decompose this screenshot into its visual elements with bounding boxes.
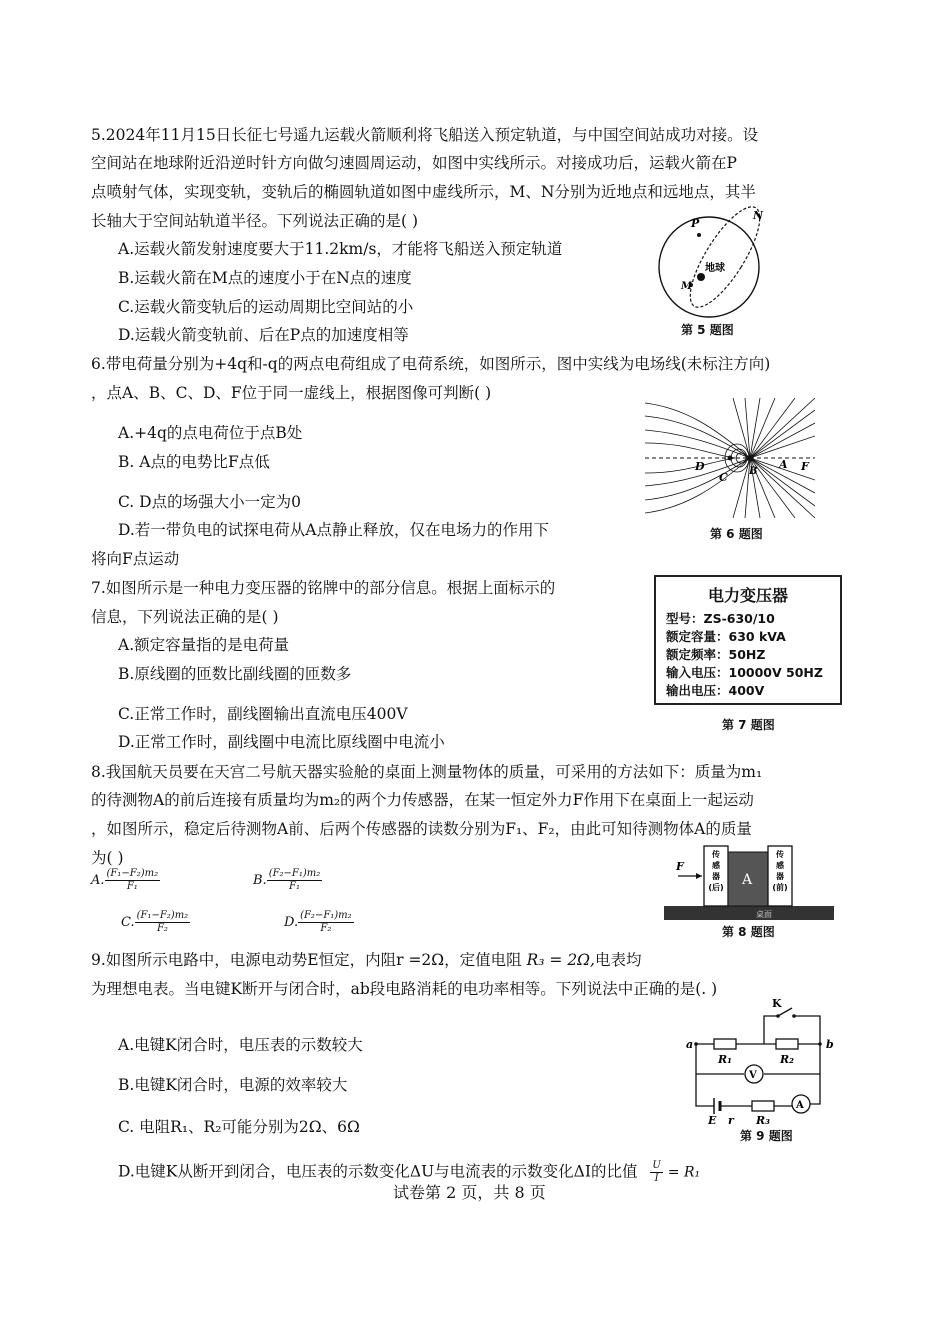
label-ammeter: A xyxy=(796,1100,804,1111)
label-c: C xyxy=(719,471,728,484)
label-b: b xyxy=(826,1038,834,1051)
q9-stem-r3: R₃ = 2Ω, xyxy=(526,951,595,969)
q5-stem-line-4: 长轴大于空间站轨道半径。下列说法正确的是( ) xyxy=(91,212,419,230)
label-r2: R₂ xyxy=(780,1053,794,1066)
front-sensor-char-2: 感 xyxy=(776,861,784,870)
q5-option-b: B.运载火箭在M点的速度小于在N点的速度 xyxy=(118,269,412,287)
q7-stem-line-1: 7.如图所示是一种电力变压器的铭牌中的部分信息。根据上面标示的 xyxy=(91,579,556,597)
q5-option-d: D.运载火箭变轨前、后在P点的加速度相等 xyxy=(118,326,409,344)
q8-option-b-den: F₁ xyxy=(289,881,300,892)
label-v: V xyxy=(749,1070,757,1081)
label-b: B xyxy=(749,466,758,477)
q8-stem-line-2: 的待测物A的前后连接有质量均为m₂的两个力传感器，在某一恒定外力F作用下在桌面上一起运动 xyxy=(91,791,754,809)
q8-option-a xyxy=(91,868,160,893)
q6-option-a: A.+4q的点电荷位于点B处 xyxy=(118,424,303,442)
page-footer: 试卷第 2 页，共 8 页 xyxy=(393,1183,546,1202)
q8-figure-caption: 第 8 题图 xyxy=(722,925,775,939)
q9-figure-caption: 第 9 题图 xyxy=(740,1129,793,1143)
q8-option-d-letter: D. xyxy=(284,915,299,930)
q8-option-b-letter: B. xyxy=(253,873,267,888)
resistor-r2 xyxy=(776,1039,798,1049)
q7-stem-line-2: 信息，下列说法正确的是( ) xyxy=(91,608,279,626)
label-a: a xyxy=(686,1038,694,1051)
label-e: E xyxy=(708,1114,717,1126)
earth-dot xyxy=(697,273,705,281)
rear-sensor-char-3: 器 xyxy=(712,872,720,881)
rear-sensor-char-4: (后) xyxy=(708,883,724,892)
front-sensor-char-3: 器 xyxy=(776,872,784,881)
q9-option-b: B.电键K闭合时，电源的效率较大 xyxy=(118,1076,348,1094)
q6-option-c: C. D点的场强大小一定为0 xyxy=(118,493,301,511)
q9-option-d-text: D.电键K从断开到闭合，电压表的示数变化ΔU与电流表的示数变化ΔI的比值 xyxy=(118,1162,638,1181)
q8-option-d xyxy=(284,910,354,935)
label-r: r xyxy=(728,1114,734,1126)
q9-option-d xyxy=(118,1160,700,1185)
q6-figure-caption: 第 6 题图 xyxy=(710,527,763,541)
q6-option-b: B. A点的电势比F点低 xyxy=(118,453,270,471)
label-table: 桌面 xyxy=(756,910,772,919)
q6-option-d-cont: 将向F点运动 xyxy=(91,550,180,568)
nameplate-row-input: 输入电压：10000V 50HZ xyxy=(666,665,823,680)
q5-option-a: A.运载火箭发射速度要大于11.2km/s，才能将飞船送入预定轨道 xyxy=(118,240,563,258)
nameplate-row-capacity: 额定容量：630 kVA xyxy=(666,629,786,644)
rear-sensor-char-1: 传 xyxy=(712,850,720,859)
label-earth: 地球 xyxy=(705,263,725,274)
table-surface xyxy=(664,906,834,920)
q8-option-a-den: F₁ xyxy=(126,881,138,892)
q7-option-b: B.原线圈的匝数比副线圈的匝数多 xyxy=(118,665,352,683)
q6-field-figure xyxy=(645,398,815,518)
q7-option-d: D.正常工作时，副线圈中电流比原线圈中电流小 xyxy=(118,733,445,751)
q7-option-c: C.正常工作时，副线圈输出直流电压400V xyxy=(118,705,408,723)
q9-stem-part-a: 9.如图所示电路中，电源电动势E恒定，内阻r =2Ω，定值电阻 xyxy=(91,951,522,969)
label-r1: R₁ xyxy=(718,1053,732,1066)
q7-option-a: A.额定容量指的是电荷量 xyxy=(118,636,290,654)
q8-option-c-letter: C. xyxy=(121,915,135,930)
q9-option-d-den: I xyxy=(654,1173,659,1184)
label-force: F xyxy=(676,860,684,873)
label-a: A xyxy=(779,458,788,471)
resistor-r3 xyxy=(752,1101,774,1111)
label-block: A xyxy=(742,872,753,888)
label-r3: R₃ xyxy=(756,1114,770,1126)
nameplate-row-model: 型号：ZS-630/10 xyxy=(666,611,775,626)
resistor-r1 xyxy=(714,1039,736,1049)
nameplate-title: 电力变压器 xyxy=(707,586,788,605)
q5-stem-line-2: 空间站在地球附近沿逆时针方向做匀速圆周运动，如图中实线所示。对接成功后，运载火箭在P xyxy=(91,154,737,172)
q6-stem-line-2: ，点A、B、C、D、F位于同一虚线上，根据图像可判断( ) xyxy=(91,384,492,402)
q5-option-c: C.运载火箭变轨后的运动周期比空间站的小 xyxy=(118,298,414,316)
q8-option-a-letter: A. xyxy=(91,873,105,888)
label-d: D xyxy=(695,460,705,473)
q6-stem-line-1: 6.带电荷量分别为+4q和-q的两点电荷组成了电荷系统，如图所示，图中实线为电场线(未标注方向) xyxy=(91,355,771,373)
q8-option-d-den: F₂ xyxy=(320,923,332,934)
q9-stem-line-2: 为理想电表。当电键K断开与闭合时，ab段电路消耗的电功率相等。下列说法中正确的是(. ) xyxy=(91,980,718,998)
q8-option-a-num: (F₁−F₂)m₂ xyxy=(106,868,159,879)
front-sensor-char-1: 传 xyxy=(776,850,784,859)
q9-stem-line-1 xyxy=(91,950,641,970)
front-sensor-char-4: (前) xyxy=(772,883,788,892)
q8-option-b xyxy=(253,868,322,893)
label-f: F xyxy=(801,460,809,473)
q8-stem-line-3: ，如图所示，稳定后待测物A前、后两个传感器的读数分别为F₁、F₂，由此可知待测物体A的质量 xyxy=(91,820,752,838)
q8-option-c xyxy=(121,910,190,935)
label-m: M xyxy=(681,281,693,292)
q9-option-a: A.电键K闭合时，电压表的示数较大 xyxy=(118,1036,363,1054)
q5-orbit-figure xyxy=(655,205,775,325)
label-p: P xyxy=(691,217,700,230)
q5-stem-line-1: 5.2024年11月15日长征七号遥九运载火箭顺利将飞船送入预定轨道，与中国空间站成功对接。设 xyxy=(91,126,759,144)
nameplate-row-output: 输出电压：400V xyxy=(666,683,765,698)
q5-stem-line-3: 点喷射气体，实现变轨，变轨后的椭圆轨道如图中虚线所示，M、N分别为近地点和远地点，其半 xyxy=(91,183,756,201)
nameplate-row-frequency: 额定频率：50HZ xyxy=(666,647,766,662)
rear-sensor-char-2: 感 xyxy=(712,861,720,870)
q8-option-c-num: (F₁−F₂)m₂ xyxy=(136,910,189,921)
q7-figure-caption: 第 7 题图 xyxy=(722,718,775,732)
q8-option-b-num: (F₂−F₁)m₂ xyxy=(268,868,321,879)
q5-figure-caption: 第 5 题图 xyxy=(681,323,734,337)
q8-stem-line-4: 为( ) xyxy=(91,849,124,867)
q9-option-c: C. 电阻R₁、R₂可能分别为2Ω、6Ω xyxy=(118,1118,360,1136)
q8-option-d-num: (F₂−F₁)m₂ xyxy=(300,910,352,921)
point-p-dot xyxy=(697,233,701,237)
transformer-nameplate xyxy=(654,575,842,705)
q9-option-d-rhs: = R₁ xyxy=(667,1164,701,1181)
q8-sensor-figure xyxy=(664,842,834,922)
label-k: K xyxy=(772,997,782,1010)
q9-stem-part-b: 电表均 xyxy=(594,951,642,969)
q9-circuit-figure xyxy=(684,996,844,1126)
q9-option-d-num: U xyxy=(652,1160,661,1171)
q6-option-d: D.若一带负电的试探电荷从A点静止释放，仅在电场力的作用下 xyxy=(118,521,549,539)
q8-stem-line-1: 8.我国航天员要在天宫二号航天器实验舱的桌面上测量物体的质量，可采用的方法如下：质量为m₁ xyxy=(91,763,763,781)
q8-option-c-den: F₂ xyxy=(156,923,168,934)
label-n: N xyxy=(753,209,764,222)
